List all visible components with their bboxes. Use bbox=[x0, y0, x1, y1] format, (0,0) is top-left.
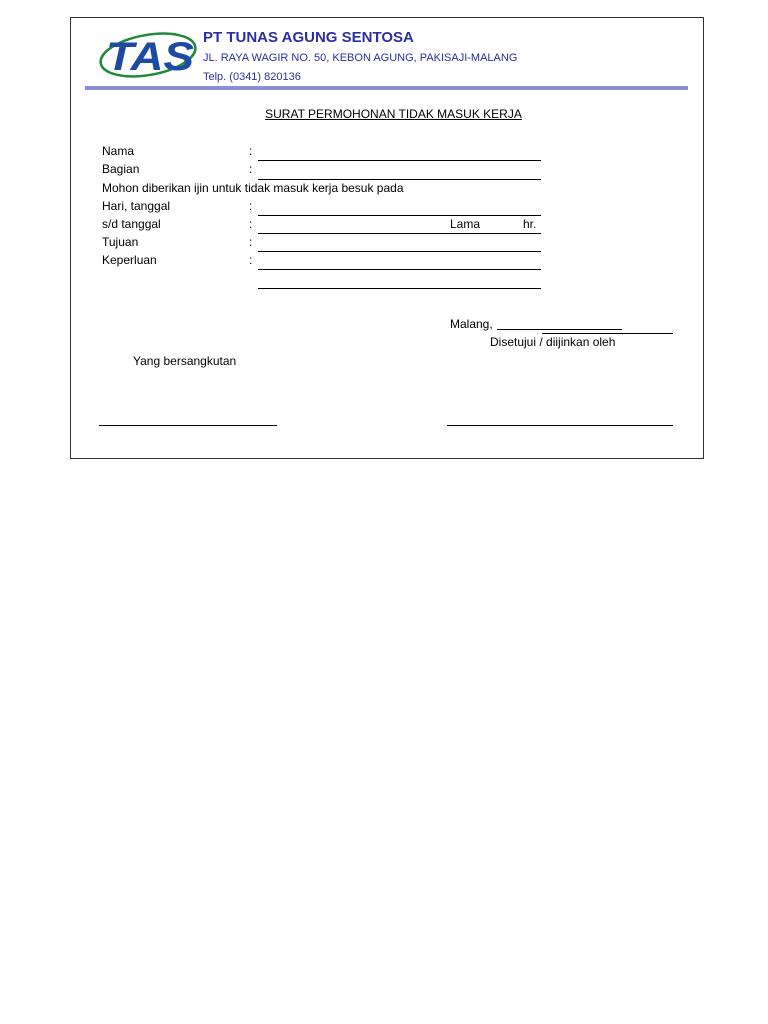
label-until-date: s/d tanggal bbox=[102, 217, 161, 231]
approval-label: Disetujui / diijinkan oleh bbox=[490, 335, 616, 349]
place-date-extension-line bbox=[542, 333, 673, 334]
label-destination: Tujuan bbox=[102, 235, 139, 249]
place-date-label: Malang, bbox=[450, 317, 493, 331]
request-sentence: Mohon diberikan ijin untuk tidak masuk kerja besuk pada bbox=[102, 181, 404, 195]
header-divider bbox=[85, 86, 688, 90]
colon-day-date: : bbox=[249, 199, 253, 213]
company-logo bbox=[98, 28, 200, 80]
label-duration: Lama bbox=[450, 217, 481, 231]
destination-input-line[interactable] bbox=[258, 251, 541, 252]
purpose-input-line[interactable] bbox=[258, 269, 541, 270]
colon-name: : bbox=[249, 144, 253, 158]
day-date-input-line[interactable] bbox=[258, 215, 541, 216]
approver-signature-line[interactable] bbox=[447, 425, 673, 426]
colon-division: : bbox=[249, 162, 253, 176]
until-date-input-line[interactable] bbox=[258, 233, 541, 234]
colon-until-date: : bbox=[249, 217, 253, 231]
label-duration-unit: hr. bbox=[523, 217, 537, 231]
applicant-signature-line[interactable] bbox=[99, 425, 277, 426]
place-date-input-line[interactable] bbox=[497, 329, 622, 330]
label-purpose: Keperluan bbox=[102, 253, 157, 267]
logo-text: TAS bbox=[106, 35, 195, 79]
company-phone: Telp. (0341) 820136 bbox=[203, 71, 301, 83]
company-name: PT TUNAS AGUNG SENTOSA bbox=[203, 29, 414, 46]
name-input-line[interactable] bbox=[258, 160, 541, 161]
document-title: SURAT PERMOHONAN TIDAK MASUK KERJA bbox=[265, 107, 522, 121]
colon-destination: : bbox=[249, 235, 253, 249]
division-input-line[interactable] bbox=[258, 179, 541, 180]
form-frame bbox=[70, 17, 704, 459]
purpose-input-line-2[interactable] bbox=[258, 288, 541, 289]
company-address: JL. RAYA WAGIR NO. 50, KEBON AGUNG, PAKISAJI-MALANG bbox=[203, 52, 518, 64]
label-division: Bagian bbox=[102, 162, 140, 176]
label-name: Nama bbox=[102, 144, 135, 158]
applicant-label: Yang bersangkutan bbox=[133, 354, 237, 368]
colon-purpose: : bbox=[249, 253, 253, 267]
label-day-date: Hari, tanggal bbox=[102, 199, 171, 213]
